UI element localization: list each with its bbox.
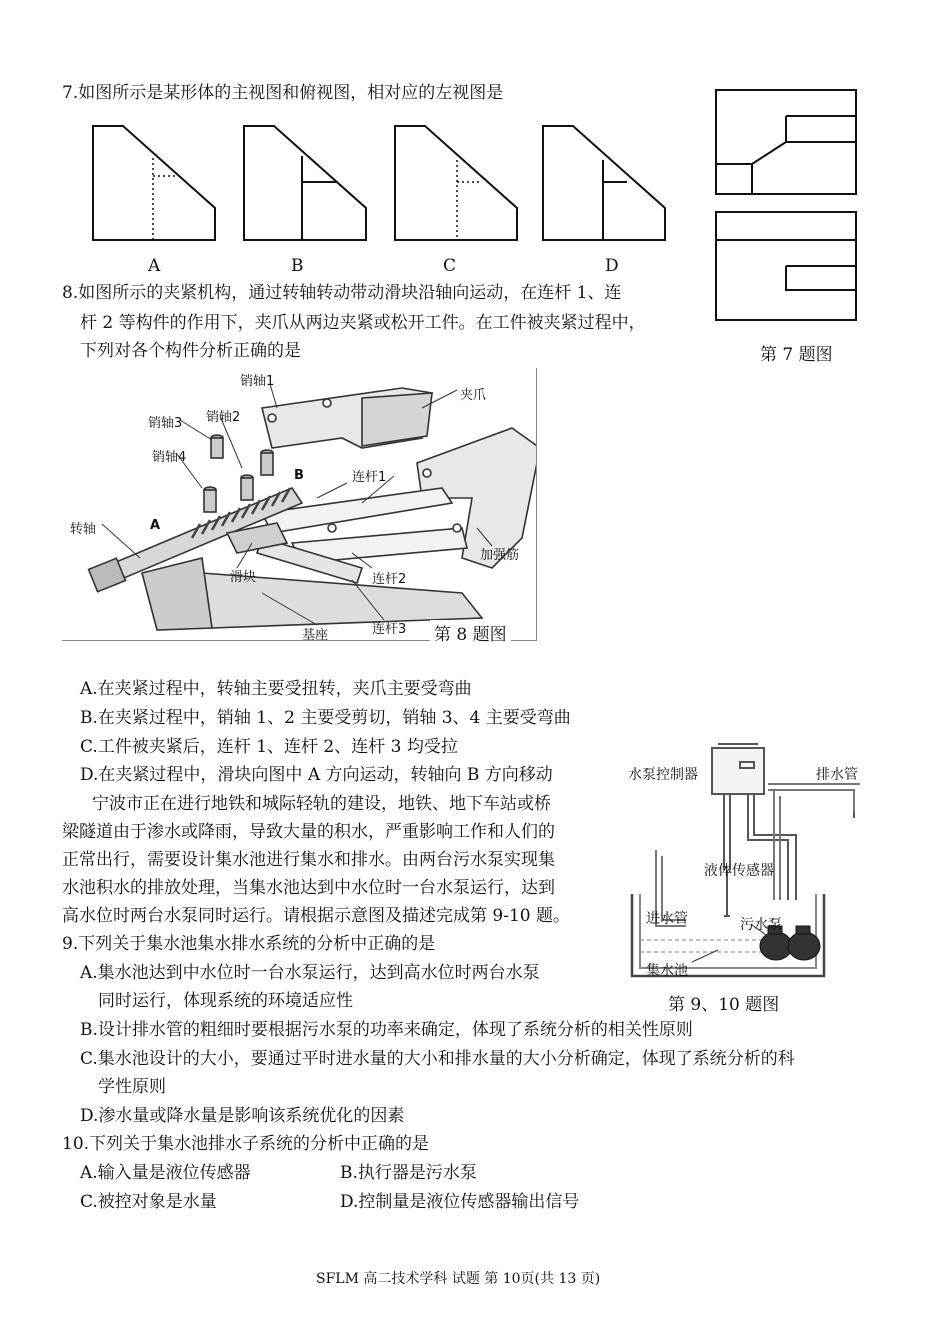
q7-stem: 7.如图所示是某形体的主视图和俯视图，相对应的左视图是 — [62, 83, 504, 103]
q7-given-views — [712, 86, 862, 336]
label-sensor: 液体传感器 — [704, 863, 774, 879]
q7-figure-a — [93, 126, 215, 240]
label-pin3: 销轴3 — [148, 416, 183, 431]
q7-option-a: A — [148, 256, 161, 276]
q10-option-b: B.执行器是污水泵 — [340, 1163, 477, 1183]
q9-10-caption: 第 9、10 题图 — [668, 995, 780, 1015]
label-slider: 滑块 — [230, 570, 257, 585]
q7-figure-b — [244, 126, 366, 240]
label-pump: 污水泵 — [740, 917, 782, 933]
q8-stem-line3: 下列对各个构件分析正确的是 — [80, 341, 301, 361]
q9-option-c-cont: 学性原则 — [98, 1077, 166, 1097]
q9-option-b: B.设计排水管的粗细时要根据污水泵的功率来确定，体现了系统分析的相关性原则 — [80, 1020, 693, 1040]
q7-option-b: B — [291, 256, 304, 276]
label-base: 基座 — [302, 628, 329, 643]
q7-figure-d — [543, 126, 665, 240]
label-link3: 连杆3 — [372, 622, 407, 637]
q8-option-d: D.在夹紧过程中，滑块向图中 A 方向运动，转轴向 B 方向移动 — [80, 765, 553, 785]
q8-stem-line2: 杆 2 等构件的作用下，夹爪从两边夹紧或松开工件。在工件被夹紧过程中， — [80, 313, 646, 333]
q7-option-c: C — [443, 256, 457, 276]
q9-option-d: D.渗水量或降水量是影响该系统优化的因素 — [80, 1106, 405, 1126]
q8-figure — [62, 368, 537, 645]
label-inlet: 进水管 — [646, 911, 688, 927]
q7-option-d: D — [605, 256, 619, 276]
intro-line3: 正常出行，需要设计集水池进行集水和排水。由两台污水泵实现集 — [62, 850, 555, 870]
label-controller: 水泵控制器 — [628, 767, 698, 783]
q10-option-d: D.控制量是液位传感器输出信号 — [340, 1192, 580, 1212]
label-claw: 夹爪 — [460, 388, 487, 403]
intro-line4: 水池积水的排放处理，当集水池达到中水位时一台水泵运行，达到 — [62, 878, 555, 898]
q8-stem-line1: 8.如图所示的夹紧机构，通过转轴转动带动滑块沿轴向运动，在连杆 1、连 — [62, 283, 622, 303]
clamp-mechanism-drawing — [62, 368, 536, 640]
label-drain: 排水管 — [816, 767, 858, 783]
label-pin1: 销轴1 — [240, 374, 275, 389]
q9-option-c: C.集水池设计的大小，要通过平时进水量的大小和排水量的大小分析确定，体现了系统分析的科 — [80, 1049, 795, 1069]
q8-option-b: B.在夹紧过程中，销轴 1、2 主要受剪切，销轴 3、4 主要受弯曲 — [80, 708, 571, 728]
label-shaft: 转轴 — [70, 522, 97, 537]
q8-option-c: C.工件被夹紧后，连杆 1、连杆 2、连杆 3 均受拉 — [80, 737, 458, 757]
label-pin4: 销轴4 — [152, 450, 187, 465]
label-b: B — [294, 468, 304, 483]
label-link1: 连杆1 — [352, 470, 387, 485]
q7-figure-c — [395, 126, 517, 240]
q9-stem: 9.下列关于集水池集水排水系统的分析中正确的是 — [62, 934, 436, 954]
q8-caption: 第 8 题图 — [430, 620, 511, 645]
q9-option-a: A.集水池达到中水位时一台水泵运行，达到高水位时两台水泵 — [80, 963, 540, 983]
intro-line1: 宁波市正在进行地铁和城际轻轨的建设，地铁、地下车站或桥 — [92, 794, 551, 814]
q8-option-a: A.在夹紧过程中，转轴主要受扭转，夹爪主要受弯曲 — [80, 679, 472, 699]
label-link2: 连杆2 — [372, 572, 407, 587]
label-pool: 集水池 — [646, 963, 688, 979]
q10-stem: 10.下列关于集水池排水子系统的分析中正确的是 — [62, 1134, 430, 1154]
page-footer: SFLM 高二技术学科 试题 第 10页(共 13 页) — [316, 1271, 601, 1287]
q10-option-c: C.被控对象是水量 — [80, 1192, 217, 1212]
label-pin2: 销轴2 — [206, 410, 241, 425]
q9-10-figure — [628, 740, 868, 980]
intro-line2: 梁隧道由于渗水或降雨，导致大量的积水，严重影响工作和人们的 — [62, 822, 555, 842]
label-rib: 加强筋 — [480, 548, 520, 563]
q7-option-figures — [85, 120, 685, 250]
label-a: A — [150, 518, 161, 533]
q10-option-a: A.输入量是液位传感器 — [80, 1163, 251, 1183]
intro-line5: 高水位时两台水泵同时运行。请根据示意图及描述完成第 9-10 题。 — [62, 906, 570, 926]
q9-option-a-cont: 同时运行，体现系统的环境适应性 — [98, 991, 353, 1011]
q7-caption: 第 7 题图 — [760, 345, 833, 365]
